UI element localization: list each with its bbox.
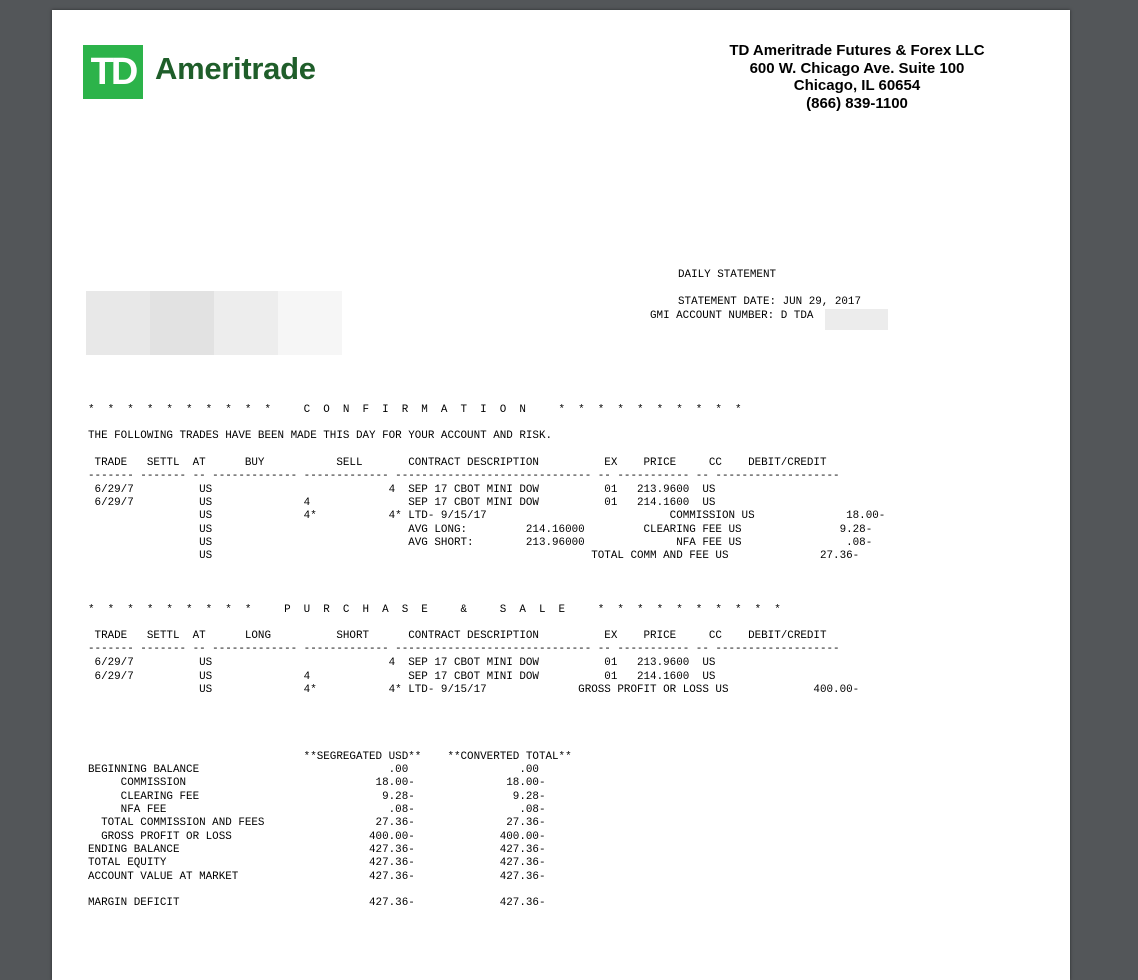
table-row: US TOTAL COMM AND FEE US 27.36-	[88, 550, 860, 562]
table-row: US 4* 4* LTD- 9/15/17 COMMISSION US 18.00-	[88, 510, 886, 522]
td-logo-mark: TD	[83, 45, 143, 99]
balance-row-total-fees: TOTAL COMMISSION AND FEES 27.36- 27.36-	[88, 817, 546, 829]
redacted-address-block	[86, 291, 342, 355]
redacted-account-digits	[825, 309, 888, 330]
statement-date: STATEMENT DATE: JUN 29, 2017	[678, 296, 861, 308]
table-row: US AVG SHORT: 213.96000 NFA FEE US .08-	[88, 537, 873, 549]
firm-street: 600 W. Chicago Ave. Suite 100	[749, 59, 965, 77]
balance-row-total-equity: TOTAL EQUITY 427.36- 427.36-	[88, 857, 546, 869]
purchase-sale-banner: * * * * * * * * * P U R C H A S E & S A L E * * * * * * * * * *	[88, 604, 781, 616]
table-row: US 4* 4* LTD- 9/15/17 GROSS PROFIT OR LOSS US 400.00-	[88, 684, 860, 696]
table-row: 6/29/7 US 4 SEP 17 CBOT MINI DOW 01 213.9600 US	[88, 484, 716, 496]
ameritrade-wordmark: Ameritrade	[155, 51, 316, 86]
balance-row-account-value: ACCOUNT VALUE AT MARKET 427.36- 427.36-	[88, 871, 546, 883]
firm-address-block	[712, 42, 1002, 112]
confirmation-table-rule: ------- ------- -- ------------- ------------- ------------------------------ -- ----------- -- -------------------	[88, 470, 840, 482]
table-row: US AVG LONG: 214.16000 CLEARING FEE US 9.28-	[88, 524, 873, 536]
confirmation-intro: THE FOLLOWING TRADES HAVE BEEN MADE THIS DAY FOR YOUR ACCOUNT AND RISK.	[88, 430, 553, 442]
balance-row-beginning: BEGINNING BALANCE .00 .00	[88, 764, 539, 776]
table-row: 6/29/7 US 4 SEP 17 CBOT MINI DOW 01 214.1600 US	[88, 497, 716, 509]
statement-title: DAILY STATEMENT	[678, 269, 777, 281]
confirmation-table-header: TRADE SETTL AT BUY SELL CONTRACT DESCRIPTION EX PRICE CC DEBIT/CREDIT	[88, 457, 827, 469]
purchase-sale-table-rule: ------- ------- -- ------------- ------------- ------------------------------ -- ----------- -- -------------------	[88, 643, 840, 655]
statement-page	[52, 10, 1070, 980]
firm-phone: (866) 839-1100	[806, 94, 908, 112]
confirmation-banner: * * * * * * * * * * C O N F I R M A T I O N * * * * * * * * * *	[88, 404, 742, 416]
firm-name: TD Ameritrade Futures & Forex LLC	[729, 42, 985, 59]
balance-row-nfa-fee: NFA FEE .08- .08-	[88, 804, 546, 816]
balance-row-margin-deficit: MARGIN DEFICIT 427.36- 427.36-	[88, 897, 546, 909]
firm-city: Chicago, IL 60654	[793, 77, 921, 94]
balance-row-commission: COMMISSION 18.00- 18.00-	[88, 777, 546, 789]
balance-row-ending: ENDING BALANCE 427.36- 427.36-	[88, 844, 546, 856]
balances-header: **SEGREGATED USD** **CONVERTED TOTAL**	[88, 751, 572, 763]
account-number: GMI ACCOUNT NUMBER: D TDA	[650, 310, 814, 322]
table-row: 6/29/7 US 4 SEP 17 CBOT MINI DOW 01 214.1600 US	[88, 671, 716, 683]
purchase-sale-table-header: TRADE SETTL AT LONG SHORT CONTRACT DESCRIPTION EX PRICE CC DEBIT/CREDIT	[88, 630, 827, 642]
balance-row-clearing-fee: CLEARING FEE 9.28- 9.28-	[88, 791, 546, 803]
table-row: 6/29/7 US 4 SEP 17 CBOT MINI DOW 01 213.9600 US	[88, 657, 716, 669]
balance-row-gross-profit: GROSS PROFIT OR LOSS 400.00- 400.00-	[88, 831, 546, 843]
td-ameritrade-logo	[83, 45, 355, 101]
